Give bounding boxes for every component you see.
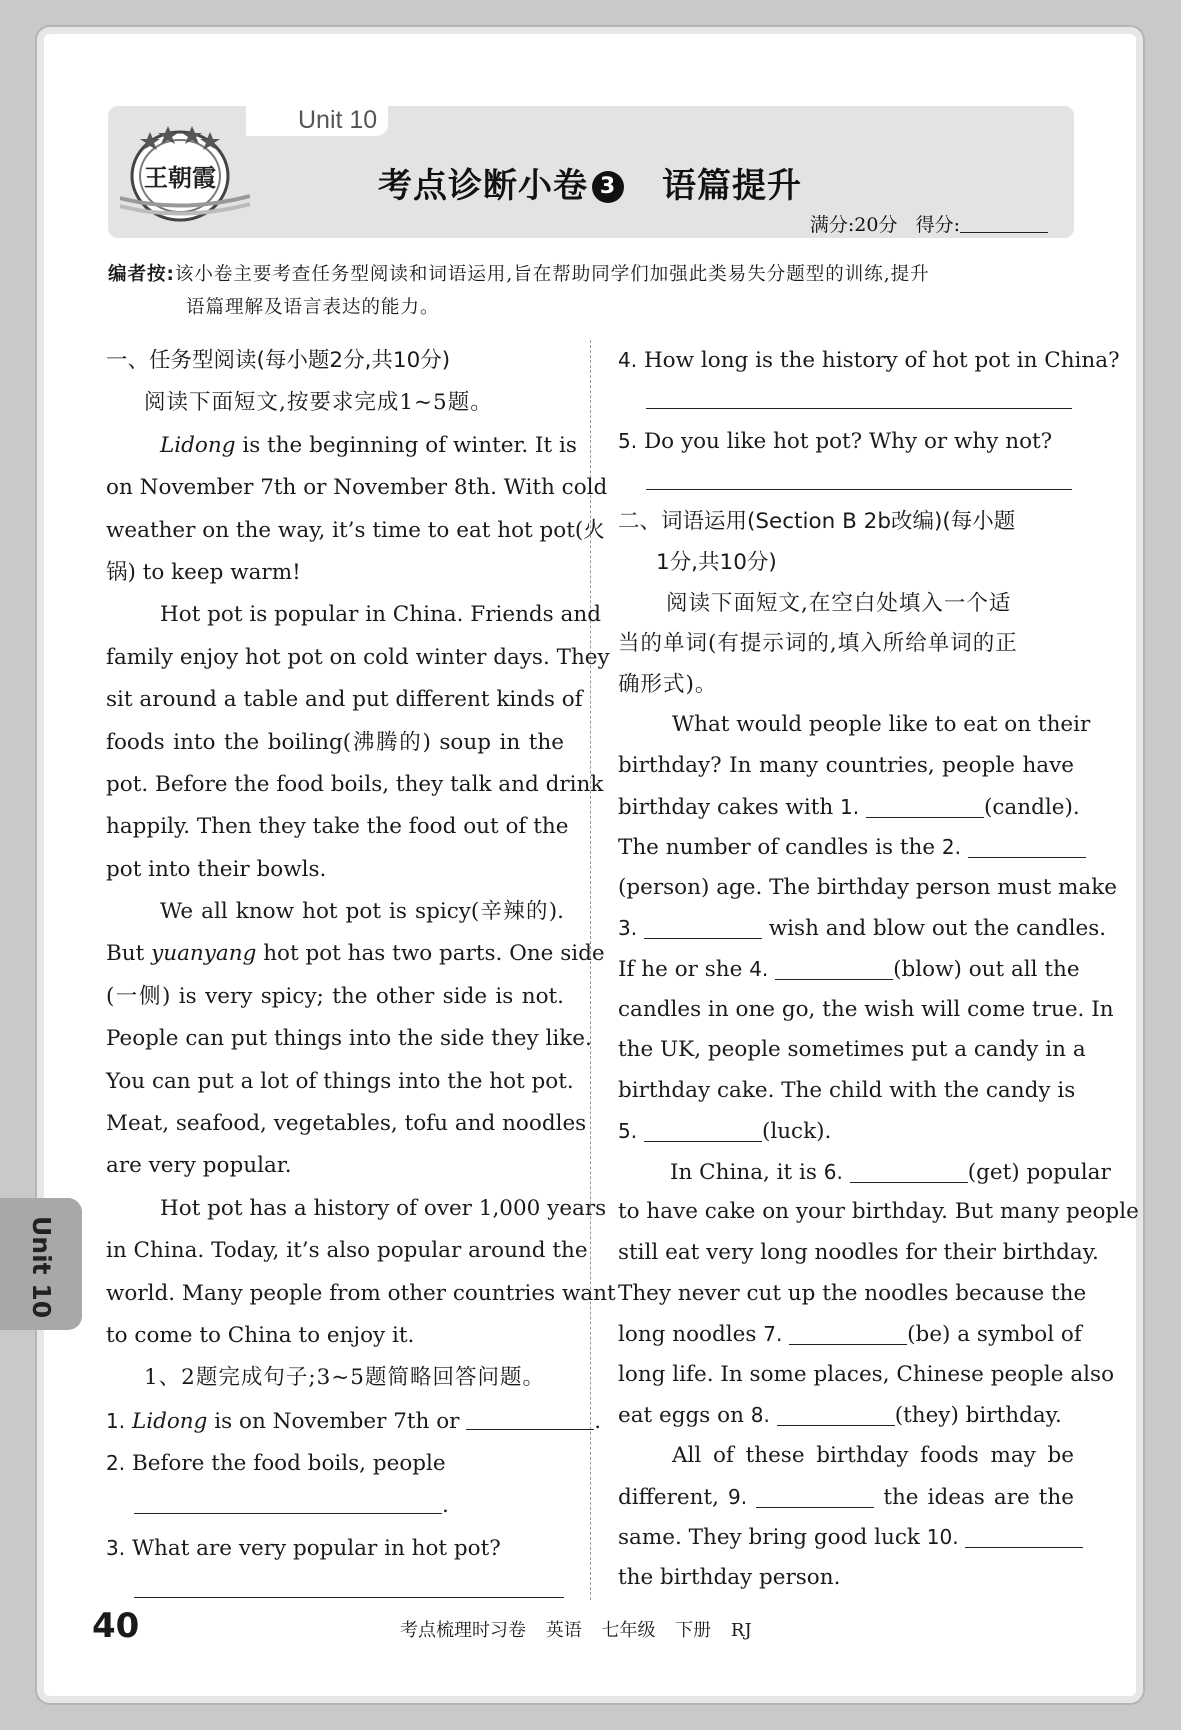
cloze-line: birthday cakes with 1. (candle). <box>618 794 1080 820</box>
cloze-blank-6[interactable] <box>850 1160 968 1183</box>
cloze-line: All of these birthday foods may be <box>672 1443 1074 1469</box>
cloze-line: the birthday person. <box>618 1564 841 1590</box>
question-4-answer <box>618 381 1074 422</box>
question-2: 2. Before the food boils, people <box>106 1451 446 1477</box>
page-footer: 考点梳理时习卷 英语 七年级 下册 RJ <box>400 1620 752 1641</box>
cloze-line: What would people like to eat on their <box>672 712 1091 738</box>
cloze-blank-8[interactable] <box>777 1403 895 1426</box>
answer-blank-3[interactable] <box>134 1597 564 1598</box>
part2-instruction: 阅读下面短文,在空白处填入一个适 <box>666 590 1012 616</box>
cloze-blank-1[interactable] <box>866 795 984 818</box>
passage-line: are very popular. <box>106 1153 292 1179</box>
question-5: 5. Do you like hot pot? Why or why not? <box>618 429 1053 455</box>
editor-note: 编者按:该小卷主要考查任务型阅读和词语运用,旨在帮助同学们加强此类易失分题型的训练,提升 语篇理解及语言表达的能力。 <box>108 264 930 318</box>
cloze-line: long noodles 7. (be) a symbol of <box>618 1322 1082 1348</box>
cloze-line: birthday? In many countries, people have <box>618 752 1074 778</box>
cloze-blank-7[interactable] <box>789 1322 907 1345</box>
passage-line: You can put a lot of things into the hot pot. <box>106 1068 574 1094</box>
passage-line: in China. Today, it’s also popular around the <box>106 1238 588 1264</box>
part2-instruction: 当的单词(有提示词的,填入所给单词的正 <box>618 631 1018 657</box>
cloze-line: long life. In some places, Chinese people also <box>618 1361 1115 1387</box>
passage-line: We all know hot pot is spicy(辛辣的). <box>160 899 564 925</box>
cloze-line: They never cut up the noodles because the <box>618 1280 1087 1306</box>
passage-line: weather on the way, it’s time to eat hot pot(火 <box>106 517 605 543</box>
page-title: 考点诊断小卷 3 语篇提升 <box>378 166 802 206</box>
cloze-line: 3. wish and blow out the candles. <box>618 916 1107 942</box>
cloze-line: same. They bring good luck 10. <box>618 1517 1074 1558</box>
cloze-blank-9[interactable] <box>756 1485 874 1508</box>
part2-heading-cont: 1分,共10分) <box>656 549 777 575</box>
part1-instruction: 阅读下面短文,按要求完成1~5题。 <box>144 390 493 416</box>
cloze-line: candles in one go, the wish will come true. In <box>618 996 1114 1022</box>
passage-line: happily. Then they take the food out of the <box>106 814 569 840</box>
answer-blank-5[interactable] <box>646 489 1072 490</box>
question-4: 4. How long is the history of hot pot in China? <box>618 348 1120 373</box>
cloze-line: The number of candles is the 2. <box>618 827 1074 868</box>
cloze-line: still eat very long noodles for their birthday. <box>618 1240 1099 1266</box>
question-3: 3. What are very popular in hot pot? <box>106 1535 501 1561</box>
cloze-blank-10[interactable] <box>965 1525 1083 1548</box>
cloze-line: birthday cake. The child with the candy is <box>618 1077 1076 1103</box>
cloze-blank-4[interactable] <box>775 957 893 980</box>
question-1: 1. Lidong is on November 7th or . <box>106 1408 602 1434</box>
svg-text:王朝霞: 王朝霞 <box>144 163 216 192</box>
side-unit-tab: Unit 10 <box>0 1198 82 1330</box>
passage-line: family enjoy hot pot on cold winter days. They <box>106 644 610 670</box>
passage-line: 锅) to keep warm! <box>106 559 301 585</box>
passage-line: world. Many people from other countries want <box>106 1280 616 1306</box>
question-2-answer: . <box>106 1485 564 1527</box>
passage-line: But yuanyang hot pot has two parts. One side <box>106 941 605 967</box>
cloze-blank-3[interactable] <box>644 916 762 939</box>
cloze-line: different, 9. the ideas are the <box>618 1484 1075 1510</box>
cloze-line: the UK, people sometimes put a candy in a <box>618 1037 1086 1063</box>
worksheet-header <box>108 106 1074 238</box>
cloze-line: 5. (luck). <box>618 1119 832 1145</box>
score-box: 满分:20分 得分: <box>810 210 1048 237</box>
unit-label: Unit 10 <box>298 106 378 134</box>
left-column <box>106 340 616 1612</box>
cloze-line: eat eggs on 8. (they) birthday. <box>618 1403 1062 1429</box>
page-number: 40 <box>92 1606 140 1646</box>
passage-line: Hot pot has a history of over 1,000 years <box>160 1195 607 1221</box>
cloze-line: In China, it is 6. (get) popular <box>670 1159 1111 1185</box>
passage-line: on November 7th or November 8th. With cold <box>106 475 608 501</box>
cloze-blank-2[interactable] <box>968 835 1086 858</box>
cloze-line: to have cake on your birthday. But many people <box>618 1199 1139 1225</box>
passage-line: Meat, seafood, vegetables, tofu and noodles <box>106 1111 587 1137</box>
answer-blank-2[interactable] <box>134 1513 442 1514</box>
passage-line: pot. Before the food boils, they talk and drink <box>106 771 604 797</box>
question-5-answer <box>618 462 1074 503</box>
part1-heading: 一、任务型阅读(每小题2分,共10分) <box>106 348 451 373</box>
passage-line: Lidong is the beginning of winter. It is <box>160 432 577 458</box>
passage-line: Hot pot is popular in China. Friends and <box>160 602 601 628</box>
cloze-line: If he or she 4. (blow) out all the <box>618 956 1080 982</box>
passage-line: (一侧) is very spicy; the other side is not. <box>106 983 564 1009</box>
passage-line: sit around a table and put different kinds of <box>106 687 583 713</box>
passage-line: foods into the boiling(沸腾的) soup in the <box>106 729 564 755</box>
question-3-answer <box>106 1569 564 1611</box>
answer-blank-4[interactable] <box>646 408 1072 409</box>
cloze-line: (person) age. The birthday person must make <box>618 874 1118 900</box>
passage-line: People can put things into the side they like. <box>106 1026 592 1052</box>
passage-line: pot into their bowls. <box>106 856 327 882</box>
cloze-blank-5[interactable] <box>644 1119 762 1142</box>
passage-line: to come to China to enjoy it. <box>106 1322 415 1348</box>
task-instruction: 1、2题完成句子;3~5题简略回答问题。 <box>144 1365 545 1391</box>
score-blank[interactable] <box>960 232 1048 233</box>
title-number-badge: 3 <box>592 171 624 203</box>
publisher-logo-icon <box>120 118 250 228</box>
part2-instruction: 确形式)。 <box>618 671 718 697</box>
right-column <box>618 340 1139 1598</box>
answer-blank-1[interactable] <box>466 1429 594 1430</box>
part2-heading: 二、词语运用(Section B 2b改编)(每小题 <box>618 509 1016 535</box>
